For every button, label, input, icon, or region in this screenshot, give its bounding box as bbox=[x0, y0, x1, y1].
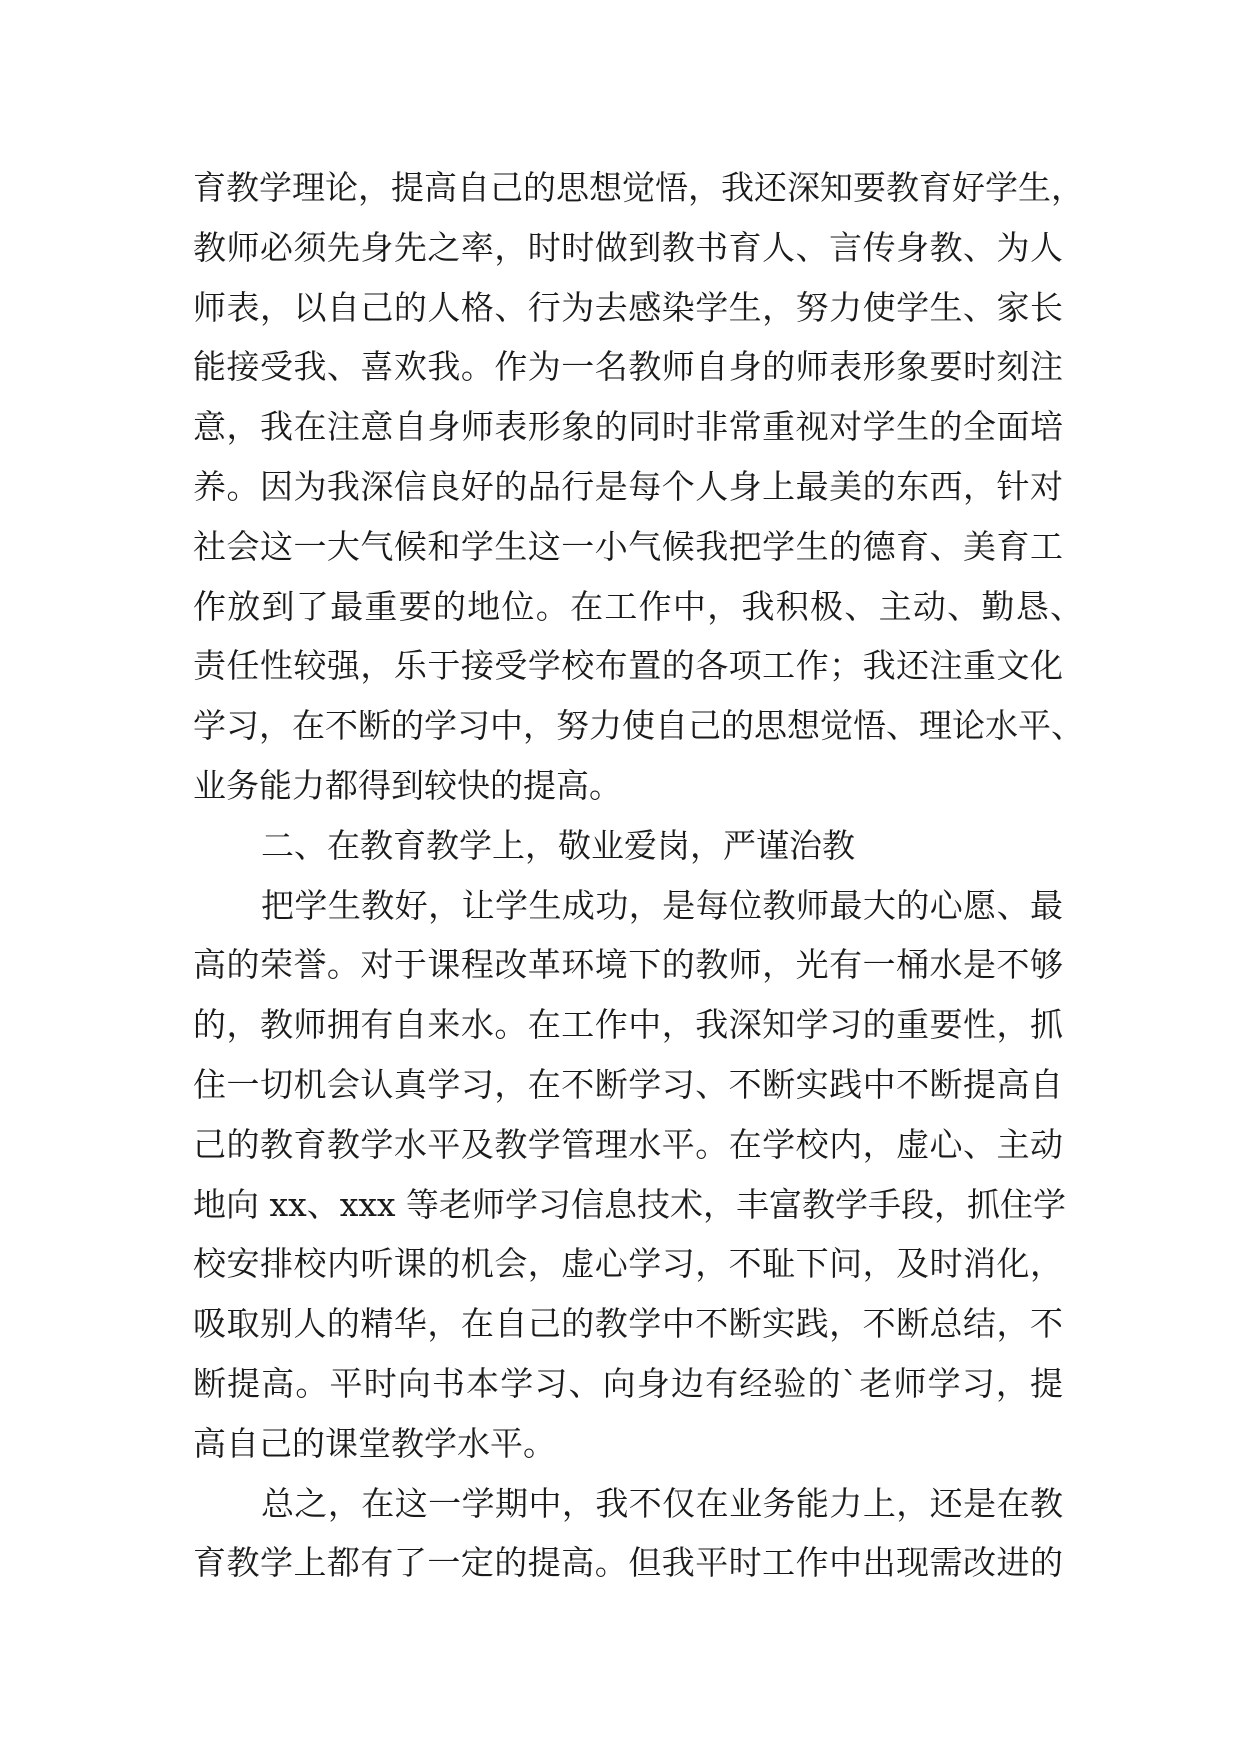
text-line: 吸取别人的精华，在自己的教学中不断实践，不断总结，不 bbox=[193, 1304, 1063, 1344]
text-line: 高的荣誉。对于课程改革环境下的教师，光有一桶水是不够 bbox=[193, 945, 1063, 985]
text-line: 养。因为我深信良好的品行是每个人身上最美的东西，针对 bbox=[193, 466, 1063, 506]
text-line: 的，教师拥有自来水。在工作中，我深知学习的重要性，抓 bbox=[193, 1005, 1063, 1045]
text-line: 把学生教好，让学生成功，是每位教师最大的心愿、最 bbox=[261, 885, 1063, 925]
text-line: 责任性较强，乐于接受学校布置的各项工作；我还注重文化 bbox=[193, 646, 1063, 686]
text-line: 能接受我、喜欢我。作为一名教师自身的师表形象要时刻注 bbox=[193, 347, 1063, 387]
text-line: 己的教育教学水平及教学管理水平。在学校内，虚心、主动 bbox=[193, 1124, 1063, 1164]
text-line: 校安排校内听课的机会，虚心学习，不耻下问，及时消化， bbox=[193, 1244, 1063, 1284]
text-line: 教师必须先身先之率，时时做到教书育人、言传身教、为人 bbox=[193, 227, 1063, 267]
text-line: 地向 xx、xxx 等老师学习信息技术，丰富教学手段，抓住学 bbox=[193, 1184, 1067, 1224]
text-line: 作放到了最重要的地位。在工作中，我积极、主动、勤恳、 bbox=[193, 586, 1083, 626]
text-line: 社会这一大气候和学生这一小气候我把学生的德育、美育工 bbox=[193, 526, 1063, 566]
text-line: 住一切机会认真学习，在不断学习、不断实践中不断提高自 bbox=[193, 1064, 1063, 1104]
text-line: 总之，在这一学期中，我不仅在业务能力上，还是在教 bbox=[261, 1483, 1063, 1523]
text-line: 意，我在注意自身师表形象的同时非常重视对学生的全面培 bbox=[193, 407, 1063, 447]
text-line: 育教学上都有了一定的提高。但我平时工作中出现需改进的 bbox=[193, 1543, 1063, 1583]
text-line: 育教学理论，提高自己的思想觉悟，我还深知要教育好学生， bbox=[193, 168, 1084, 207]
text-line: 断提高。平时向书本学习、向身边有经验的`老师学习，提 bbox=[193, 1363, 1063, 1403]
document-body bbox=[193, 158, 1084, 1593]
text-line: 师表，以自己的人格、行为去感染学生，努力使学生、家长 bbox=[193, 287, 1063, 327]
text-line: 高自己的课堂教学水平。 bbox=[193, 1423, 556, 1463]
text-line: 二、在教育教学上，敬业爱岗，严谨治教 bbox=[261, 825, 855, 865]
text-line: 业务能力都得到较快的提高。 bbox=[193, 765, 622, 805]
text-line: 学习，在不断的学习中，努力使自己的思想觉悟、理论水平、 bbox=[193, 706, 1084, 746]
